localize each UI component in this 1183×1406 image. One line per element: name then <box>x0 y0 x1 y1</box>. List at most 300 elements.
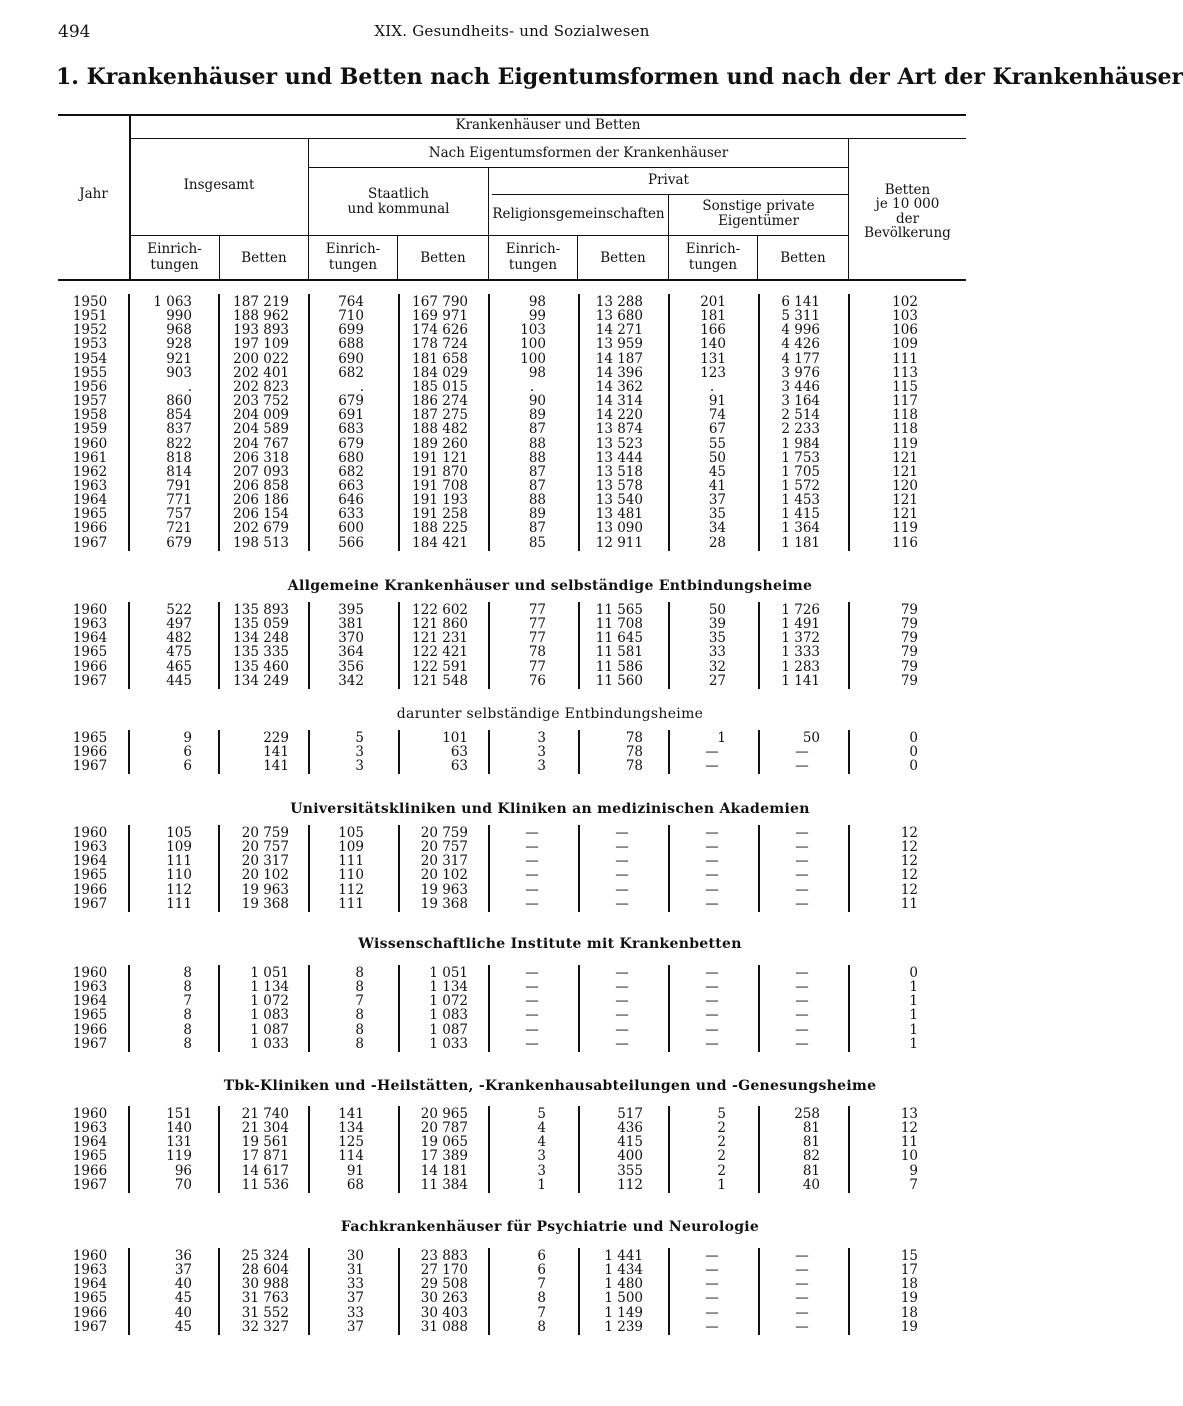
cell-einrichtungen-sonstige: — <box>705 1248 719 1264</box>
table-row <box>0 980 1024 994</box>
header-betten-je-l2: je 10 000 <box>875 196 940 212</box>
cell-jahr: 1963 <box>72 477 108 494</box>
cell-betten-sonstige: — <box>795 744 809 761</box>
cell-betten-religion: 11 645 <box>595 630 643 647</box>
cell-einrichtungen-insgesamt: 721 <box>166 520 192 537</box>
cell-einrichtungen-sonstige: — <box>705 881 719 898</box>
cell-einrichtungen-sonstige: 5 <box>717 1106 726 1122</box>
cell-einrichtungen-sonstige: 50 <box>708 602 726 618</box>
cell-einrichtungen-insgesamt: 111 <box>166 853 192 870</box>
cell-betten-religion: 13 288 <box>595 294 643 310</box>
cell-betten-sonstige: 5 311 <box>781 308 820 325</box>
cell-betten-staatlich: 1 033 <box>429 1035 468 1052</box>
table-row <box>0 1249 1024 1263</box>
cell-betten-religion: — <box>615 1035 629 1052</box>
cell-einrichtungen-religion: — <box>525 1021 539 1038</box>
cell-jahr: 1961 <box>72 449 108 466</box>
cell-einrichtungen-sonstige: 39 <box>708 616 726 633</box>
cell-betten-insgesamt: 203 752 <box>233 393 289 410</box>
cell-einrichtungen-religion: 78 <box>528 644 546 661</box>
table-row <box>0 1277 1024 1291</box>
cell-einrichtungen-religion: 77 <box>528 602 546 618</box>
cell-einrichtungen-sonstige: 50 <box>708 449 726 466</box>
cell-einrichtungen-sonstige: 140 <box>700 336 726 353</box>
cell-betten-je-10000: 12 <box>900 853 918 870</box>
cell-betten-insgesamt: 202 679 <box>233 520 289 537</box>
cell-betten-staatlich: 122 591 <box>412 658 468 675</box>
cell-betten-religion: — <box>615 825 629 841</box>
cell-betten-religion: 13 481 <box>595 506 643 523</box>
cell-einrichtungen-sonstige: — <box>705 1021 719 1038</box>
cell-betten-je-10000: 113 <box>892 364 918 381</box>
cell-betten-insgesamt: 229 <box>263 730 289 746</box>
cell-betten-sonstige: — <box>795 1262 809 1279</box>
cell-betten-insgesamt: 135 335 <box>233 644 289 661</box>
header-einrich-1-l2: tungen <box>150 257 199 273</box>
cell-einrichtungen-staatlich: 8 <box>355 979 364 996</box>
cell-einrichtungen-religion: 4 <box>537 1120 546 1137</box>
cell-einrichtungen-insgesamt: 112 <box>166 881 192 898</box>
cell-betten-staatlich: 63 <box>450 758 468 775</box>
table-row <box>0 295 1024 309</box>
cell-betten-staatlich: 1 087 <box>429 1021 468 1038</box>
cell-einrichtungen-religion: 88 <box>528 435 546 452</box>
table-row <box>0 674 1024 688</box>
cell-betten-insgesamt: 206 154 <box>233 506 289 523</box>
cell-betten-religion: 14 314 <box>595 393 643 410</box>
cell-einrichtungen-staatlich: 395 <box>338 602 364 618</box>
cell-einrichtungen-sonstige: — <box>705 744 719 761</box>
table-row <box>0 1135 1024 1149</box>
table-row <box>0 1263 1024 1277</box>
cell-einrichtungen-insgesamt: 818 <box>166 449 192 466</box>
cell-einrichtungen-staatlich: 37 <box>346 1290 364 1307</box>
cell-einrichtungen-religion: 87 <box>528 477 546 494</box>
cell-einrichtungen-sonstige: 91 <box>708 393 726 410</box>
cell-betten-insgesamt: 20 759 <box>241 825 289 841</box>
header-privat: Privat <box>648 172 689 188</box>
cell-betten-insgesamt: 30 988 <box>241 1276 289 1293</box>
cell-einrichtungen-insgesamt: 679 <box>166 534 192 551</box>
table-row <box>0 507 1024 521</box>
cell-einrichtungen-staatlich: 682 <box>338 463 364 480</box>
cell-betten-insgesamt: 32 327 <box>241 1318 289 1335</box>
cell-einrichtungen-staatlich: 30 <box>346 1248 364 1264</box>
cell-betten-je-10000: 115 <box>892 378 918 395</box>
cell-einrichtungen-staatlich: 699 <box>338 322 364 339</box>
cell-betten-je-10000: 1 <box>909 1007 918 1024</box>
cell-betten-religion: 14 362 <box>595 378 643 395</box>
cell-einrichtungen-insgesamt: 40 <box>174 1304 192 1321</box>
cell-betten-je-10000: 1 <box>909 979 918 996</box>
cell-einrichtungen-insgesamt: 9 <box>183 730 192 746</box>
cell-betten-staatlich: 30 263 <box>420 1290 468 1307</box>
header-einrich-3-l2: tungen <box>508 257 558 273</box>
cell-betten-sonstige: 6 141 <box>781 294 820 310</box>
header-einrich-2-l2: tungen <box>328 257 378 273</box>
cell-einrichtungen-religion: — <box>525 965 539 981</box>
cell-einrichtungen-religion: 89 <box>528 506 546 523</box>
cell-einrichtungen-staatlich: 688 <box>338 336 364 353</box>
table-row <box>0 521 1024 535</box>
cell-einrichtungen-religion: — <box>525 895 539 912</box>
cell-einrichtungen-staatlich: 68 <box>346 1176 364 1193</box>
cell-betten-staatlich: 189 260 <box>412 435 468 452</box>
cell-jahr: 1960 <box>72 435 108 452</box>
cell-einrichtungen-insgesamt: 8 <box>183 1007 192 1024</box>
cell-einrichtungen-insgesamt: 791 <box>166 477 192 494</box>
cell-betten-staatlich: 19 065 <box>420 1134 468 1151</box>
cell-betten-staatlich: 122 602 <box>412 602 468 618</box>
cell-betten-staatlich: 20 965 <box>420 1106 468 1122</box>
cell-einrichtungen-religion: 87 <box>528 463 546 480</box>
cell-einrichtungen-staatlich: 356 <box>338 658 364 675</box>
cell-betten-sonstige: — <box>795 853 809 870</box>
cell-betten-sonstige: 2 514 <box>781 407 820 424</box>
cell-einrichtungen-sonstige: 123 <box>700 364 726 381</box>
cell-betten-je-10000: 12 <box>900 867 918 884</box>
cell-betten-insgesamt: 204 767 <box>233 435 289 452</box>
cell-einrichtungen-sonstige: — <box>705 993 719 1010</box>
cell-betten-insgesamt: 202 401 <box>233 364 289 381</box>
cell-betten-je-10000: 13 <box>900 1106 918 1122</box>
cell-betten-staatlich: 121 860 <box>412 616 468 633</box>
cell-betten-insgesamt: 20 317 <box>241 853 289 870</box>
cell-betten-religion: 13 444 <box>595 449 643 466</box>
cell-betten-insgesamt: 202 823 <box>233 378 289 395</box>
page-number: 494 <box>58 22 91 42</box>
cell-einrichtungen-staatlich: 680 <box>338 449 364 466</box>
cell-jahr: 1964 <box>72 1276 108 1293</box>
cell-betten-religion: 415 <box>617 1134 643 1151</box>
cell-betten-sonstige: 3 446 <box>781 378 820 395</box>
cell-einrichtungen-religion: — <box>525 993 539 1010</box>
cell-jahr: 1966 <box>72 1021 108 1038</box>
cell-betten-religion: 13 523 <box>595 435 643 452</box>
header-betten-je-l4: Bevölkerung <box>864 225 951 241</box>
cell-betten-insgesamt: 19 561 <box>241 1134 289 1151</box>
section-title: darunter selbständige Entbindungsheime <box>396 706 704 722</box>
cell-einrichtungen-staatlich: 110 <box>338 867 364 884</box>
cell-betten-insgesamt: 204 009 <box>233 407 289 424</box>
table-row <box>0 1149 1024 1163</box>
cell-einrichtungen-insgesamt: 105 <box>166 825 192 841</box>
cell-betten-sonstige: 1 283 <box>781 658 820 675</box>
cell-betten-je-10000: 121 <box>892 449 918 466</box>
cell-einrichtungen-insgesamt: 921 <box>166 350 192 367</box>
cell-betten-je-10000: 79 <box>900 616 918 633</box>
cell-jahr: 1967 <box>72 1318 108 1335</box>
cell-betten-sonstige: — <box>795 965 809 981</box>
cell-betten-sonstige: 1 491 <box>781 616 820 633</box>
table-row <box>0 1320 1024 1334</box>
cell-einrichtungen-religion: — <box>525 825 539 841</box>
cell-einrichtungen-staatlich: 8 <box>355 1007 364 1024</box>
cell-betten-je-10000: 11 <box>900 895 918 912</box>
cell-jahr: 1963 <box>72 979 108 996</box>
cell-betten-insgesamt: 135 893 <box>233 602 289 618</box>
cell-betten-staatlich: 167 790 <box>412 294 468 310</box>
cell-einrichtungen-staatlich: 33 <box>346 1276 364 1293</box>
cell-betten-insgesamt: 28 604 <box>241 1262 289 1279</box>
cell-betten-je-10000: 0 <box>909 965 918 981</box>
cell-einrichtungen-insgesamt: 140 <box>166 1120 192 1137</box>
cell-betten-sonstige: — <box>795 881 809 898</box>
cell-einrichtungen-religion: 100 <box>520 350 546 367</box>
cell-einrichtungen-religion: — <box>525 839 539 856</box>
cell-betten-insgesamt: 1 083 <box>250 1007 289 1024</box>
cell-einrichtungen-religion: 76 <box>528 672 546 689</box>
table-row <box>0 366 1024 380</box>
cell-betten-religion: 13 090 <box>595 520 643 537</box>
cell-jahr: 1965 <box>72 1148 108 1165</box>
cell-betten-insgesamt: 135 460 <box>233 658 289 675</box>
cell-jahr: 1967 <box>72 672 108 689</box>
cell-betten-religion: 13 680 <box>595 308 643 325</box>
cell-betten-je-10000: 7 <box>909 1176 918 1193</box>
table-row <box>0 966 1024 980</box>
cell-einrichtungen-religion: 3 <box>537 758 546 775</box>
cell-betten-staatlich: 191 121 <box>412 449 468 466</box>
cell-einrichtungen-religion: 8 <box>537 1290 546 1307</box>
cell-betten-staatlich: 1 051 <box>429 965 468 981</box>
cell-betten-religion: 11 708 <box>595 616 643 633</box>
cell-betten-staatlich: 121 231 <box>412 630 468 647</box>
section-title: Allgemeine Krankenhäuser und selbständige Entbindungsheime <box>287 578 813 594</box>
cell-betten-je-10000: 111 <box>892 350 918 367</box>
header-betten-je-l3: der <box>895 211 920 227</box>
cell-einrichtungen-insgesamt: 854 <box>166 407 192 424</box>
cell-betten-insgesamt: 11 536 <box>241 1176 289 1193</box>
cell-einrichtungen-sonstige: 37 <box>708 492 726 509</box>
cell-betten-religion: — <box>615 979 629 996</box>
cell-betten-staatlich: 1 134 <box>429 979 468 996</box>
section-title: Universitätskliniken und Kliniken an medizinischen Akademien <box>290 801 810 817</box>
cell-einrichtungen-insgesamt: 45 <box>174 1318 192 1335</box>
cell-betten-sonstige: 82 <box>802 1148 820 1165</box>
cell-einrichtungen-insgesamt: 837 <box>166 421 192 438</box>
cell-betten-insgesamt: 20 102 <box>241 867 289 884</box>
cell-jahr: 1964 <box>72 853 108 870</box>
cell-betten-je-10000: 79 <box>900 644 918 661</box>
cell-einrichtungen-insgesamt: 37 <box>174 1262 192 1279</box>
cell-betten-je-10000: 117 <box>892 393 918 410</box>
cell-betten-je-10000: 1 <box>909 993 918 1010</box>
cell-einrichtungen-religion: — <box>525 881 539 898</box>
cell-betten-insgesamt: 19 368 <box>241 895 289 912</box>
cell-jahr: 1957 <box>72 393 108 410</box>
cell-betten-religion: 517 <box>617 1106 643 1122</box>
cell-betten-sonstige: 81 <box>802 1120 820 1137</box>
cell-betten-insgesamt: 19 963 <box>241 881 289 898</box>
cell-jahr: 1966 <box>72 744 108 761</box>
cell-einrichtungen-religion: 103 <box>520 322 546 339</box>
header-einrich-4-l2: tungen <box>688 257 738 273</box>
cell-betten-je-10000: 12 <box>900 881 918 898</box>
cell-einrichtungen-insgesamt: 928 <box>166 336 192 353</box>
cell-einrichtungen-staatlich: 691 <box>338 407 364 424</box>
table-row <box>0 451 1024 465</box>
cell-einrichtungen-sonstige: — <box>705 1007 719 1024</box>
cell-betten-sonstige: — <box>795 1248 809 1264</box>
cell-einrichtungen-staatlich: 91 <box>346 1162 364 1179</box>
cell-betten-sonstige: — <box>795 993 809 1010</box>
header-betten-2: Betten <box>420 250 466 266</box>
cell-betten-staatlich: 19 963 <box>420 881 468 898</box>
cell-einrichtungen-insgesamt: 6 <box>183 744 192 761</box>
cell-betten-sonstige: 3 164 <box>781 393 820 410</box>
cell-einrichtungen-staatlich: 381 <box>338 616 364 633</box>
cell-einrichtungen-religion: 77 <box>528 630 546 647</box>
cell-einrichtungen-staatlich: 8 <box>355 1021 364 1038</box>
cell-betten-sonstige: 1 984 <box>781 435 820 452</box>
section-title: Fachkrankenhäuser für Psychiatrie und Neurologie <box>340 1219 760 1235</box>
cell-einrichtungen-sonstige: 166 <box>700 322 726 339</box>
cell-einrichtungen-insgesamt: 40 <box>174 1276 192 1293</box>
table-row <box>0 1164 1024 1178</box>
cell-betten-je-10000: 106 <box>892 322 918 339</box>
cell-einrichtungen-staatlich: 370 <box>338 630 364 647</box>
cell-einrichtungen-staatlich: 679 <box>338 435 364 452</box>
table-row <box>0 422 1024 436</box>
cell-jahr: 1960 <box>72 965 108 981</box>
cell-einrichtungen-insgesamt: 822 <box>166 435 192 452</box>
cell-betten-religion: 14 187 <box>595 350 643 367</box>
table-row <box>0 1107 1024 1121</box>
cell-betten-sonstige: 1 726 <box>781 602 820 618</box>
table-row <box>0 883 1024 897</box>
cell-betten-insgesamt: 206 186 <box>233 492 289 509</box>
cell-einrichtungen-staatlich: 5 <box>355 730 364 746</box>
cell-einrichtungen-staatlich: 37 <box>346 1318 364 1335</box>
cell-betten-insgesamt: 204 589 <box>233 421 289 438</box>
table-row <box>0 408 1024 422</box>
cell-einrichtungen-religion: 7 <box>537 1276 546 1293</box>
cell-betten-staatlich: 14 181 <box>420 1162 468 1179</box>
table-row <box>0 1121 1024 1135</box>
cell-betten-sonstige: 1 753 <box>781 449 820 466</box>
header-krankenhaeuser-und-betten: Krankenhäuser und Betten <box>455 117 641 133</box>
cell-betten-staatlich: 20 757 <box>420 839 468 856</box>
cell-betten-insgesamt: 1 051 <box>250 965 289 981</box>
cell-betten-insgesamt: 141 <box>263 744 289 761</box>
cell-einrichtungen-sonstige: — <box>705 1290 719 1307</box>
cell-betten-religion: 11 581 <box>595 644 643 661</box>
cell-einrichtungen-sonstige: — <box>705 839 719 856</box>
cell-betten-religion: 436 <box>617 1120 643 1137</box>
cell-einrichtungen-sonstige: 28 <box>708 534 726 551</box>
header-religionsgemeinschaften: Religionsgemeinschaften <box>492 206 665 222</box>
cell-jahr: 1966 <box>72 658 108 675</box>
cell-einrichtungen-insgesamt: 482 <box>166 630 192 647</box>
cell-betten-sonstige: 1 181 <box>781 534 820 551</box>
cell-einrichtungen-religion: 98 <box>528 364 546 381</box>
cell-einrichtungen-staatlich: 125 <box>338 1134 364 1151</box>
cell-betten-sonstige: 1 364 <box>781 520 820 537</box>
running-head: XIX. Gesundheits- und Sozialwesen <box>374 22 650 40</box>
cell-einrichtungen-insgesamt: 70 <box>174 1176 192 1193</box>
cell-betten-religion: 14 396 <box>595 364 643 381</box>
cell-betten-religion: — <box>615 993 629 1010</box>
cell-betten-religion: 11 560 <box>595 672 643 689</box>
table-row <box>0 603 1024 617</box>
cell-betten-sonstige: 1 372 <box>781 630 820 647</box>
table-row <box>0 631 1024 645</box>
cell-einrichtungen-staatlich: 111 <box>338 895 364 912</box>
cell-jahr: 1965 <box>72 1290 108 1307</box>
cell-betten-staatlich: 174 626 <box>412 322 468 339</box>
cell-einrichtungen-sonstige: 2 <box>717 1162 726 1179</box>
cell-einrichtungen-sonstige: 35 <box>708 630 726 647</box>
cell-einrichtungen-religion: 3 <box>537 730 546 746</box>
cell-jahr: 1964 <box>72 993 108 1010</box>
cell-betten-sonstige: 4 996 <box>781 322 820 339</box>
cell-betten-sonstige: 1 141 <box>781 672 820 689</box>
header-betten-3: Betten <box>600 250 646 266</box>
cell-einrichtungen-sonstige: 33 <box>708 644 726 661</box>
header-nach-eigentumsformen: Nach Eigentumsformen der Krankenhäuser <box>428 145 729 161</box>
cell-einrichtungen-sonstige: 32 <box>708 658 726 675</box>
cell-betten-je-10000: 0 <box>909 758 918 775</box>
cell-einrichtungen-religion: 77 <box>528 658 546 675</box>
cell-betten-religion: 400 <box>617 1148 643 1165</box>
cell-jahr: 1964 <box>72 1134 108 1151</box>
cell-betten-je-10000: 0 <box>909 730 918 746</box>
cell-einrichtungen-staatlich: 8 <box>355 965 364 981</box>
cell-einrichtungen-staatlich: 682 <box>338 364 364 381</box>
cell-einrichtungen-insgesamt: 109 <box>166 839 192 856</box>
cell-einrichtungen-staatlich: 566 <box>338 534 364 551</box>
cell-einrichtungen-sonstige: 1 <box>717 1176 726 1193</box>
cell-einrichtungen-sonstige: 201 <box>700 294 726 310</box>
cell-betten-sonstige: 1 705 <box>781 463 820 480</box>
header-und-kommunal: und kommunal <box>347 201 450 217</box>
header-einrich-4-l1: Einrich- <box>685 241 741 257</box>
cell-einrichtungen-sonstige: 41 <box>708 477 726 494</box>
header-staatlich: Staatlich <box>367 186 430 202</box>
cell-jahr: 1951 <box>72 308 108 325</box>
cell-einrichtungen-insgesamt: 814 <box>166 463 192 480</box>
cell-betten-insgesamt: 1 087 <box>250 1021 289 1038</box>
cell-jahr: 1966 <box>72 1304 108 1321</box>
cell-jahr: 1963 <box>72 1120 108 1137</box>
cell-betten-religion: 13 518 <box>595 463 643 480</box>
cell-betten-religion: — <box>615 853 629 870</box>
cell-jahr: 1966 <box>72 881 108 898</box>
table-row <box>0 1023 1024 1037</box>
cell-einrichtungen-sonstige: 1 <box>717 730 726 746</box>
header-einrich-2-l1: Einrich- <box>325 241 381 257</box>
table-row <box>0 1178 1024 1192</box>
table-row <box>0 840 1024 854</box>
cell-betten-je-10000: 17 <box>900 1262 918 1279</box>
table-row <box>0 479 1024 493</box>
cell-betten-je-10000: 0 <box>909 744 918 761</box>
cell-einrichtungen-religion: 89 <box>528 407 546 424</box>
cell-einrichtungen-staatlich: 33 <box>346 1304 364 1321</box>
cell-betten-religion: 14 220 <box>595 407 643 424</box>
table-row <box>0 323 1024 337</box>
cell-betten-insgesamt: 207 093 <box>233 463 289 480</box>
cell-einrichtungen-insgesamt: 110 <box>166 867 192 884</box>
cell-betten-religion: 1 441 <box>604 1248 643 1264</box>
cell-betten-je-10000: 18 <box>900 1304 918 1321</box>
cell-betten-religion: — <box>615 965 629 981</box>
cell-einrichtungen-religion: — <box>525 853 539 870</box>
cell-betten-staatlich: 184 029 <box>412 364 468 381</box>
section-title: Tbk-Kliniken und -Heilstätten, -Krankenhausabteilungen und -Genesungsheime <box>223 1078 877 1094</box>
cell-betten-insgesamt: 14 617 <box>241 1162 289 1179</box>
